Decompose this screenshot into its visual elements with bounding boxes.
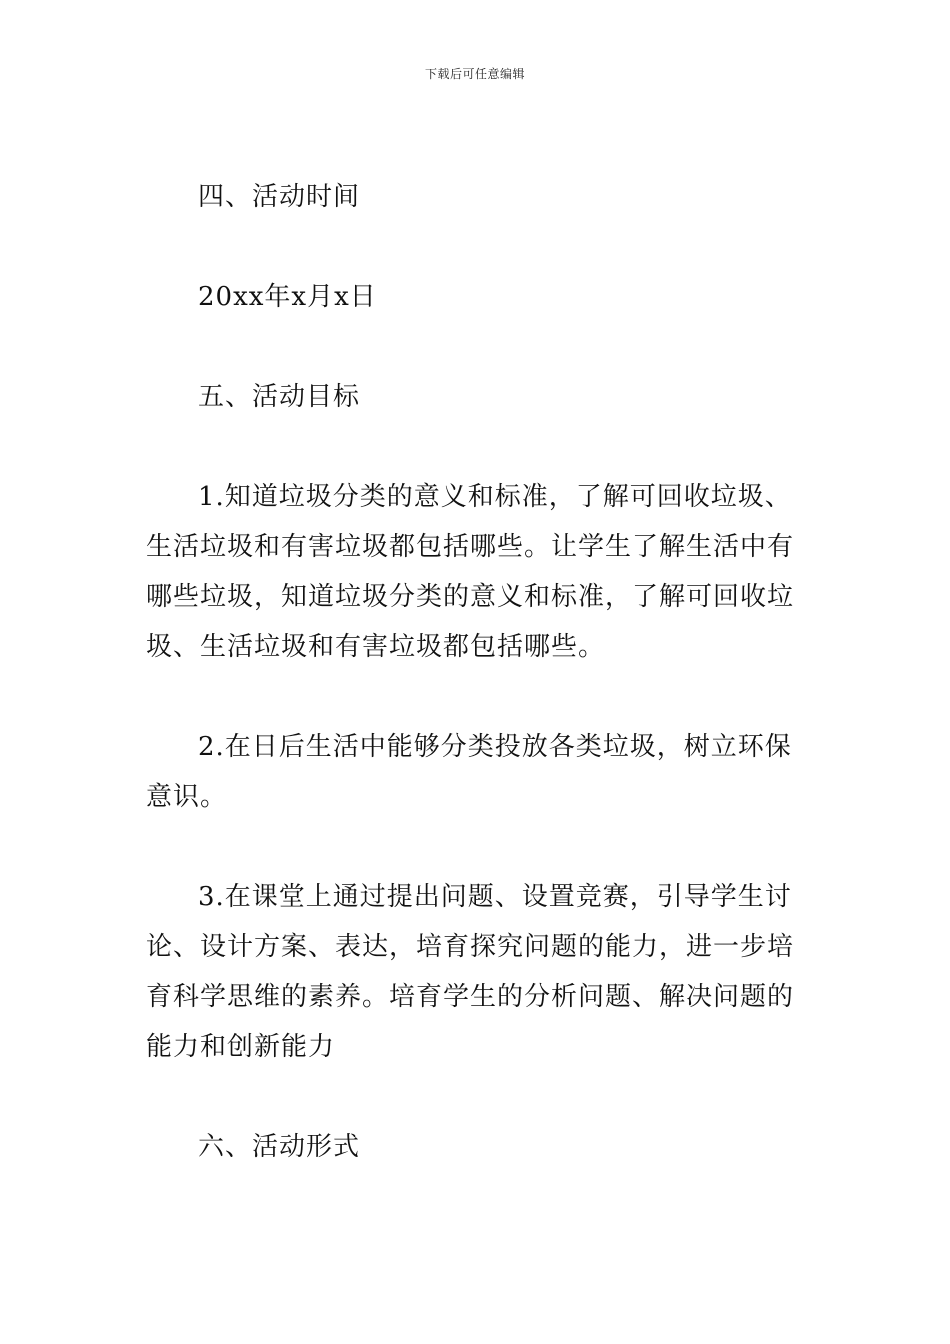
goal-item-3: 3.在课堂上通过提出问题、设置竞赛，引导学生讨论、设计方案、表达，培育探究问题的能力，进一步培育科学思维的素养。培育学生的分析问题、解决问题的能力和创新能力 [146, 882, 795, 1062]
document-body [146, 172, 810, 1172]
section-heading-activity-form: 六、活动形式 [198, 1132, 361, 1162]
page-header-note: 下载后可任意编辑 [424, 67, 525, 81]
goal-item-2: 2.在日后生活中能够分类投放各类垃圾，树立环保意识。 [146, 732, 792, 812]
section-heading-activity-goals: 五、活动目标 [198, 382, 361, 412]
activity-date: 20xx年x月x日 [198, 282, 377, 312]
goal-item-1: 1.知道垃圾分类的意义和标准，了解可回收垃圾、生活垃圾和有害垃圾都包括哪些。让学生了解生活中有哪些垃圾，知道垃圾分类的意义和标准，了解可回收垃圾、生活垃圾和有害垃圾都包括哪些。 [146, 482, 795, 662]
section-heading-activity-time: 四、活动时间 [198, 182, 361, 212]
